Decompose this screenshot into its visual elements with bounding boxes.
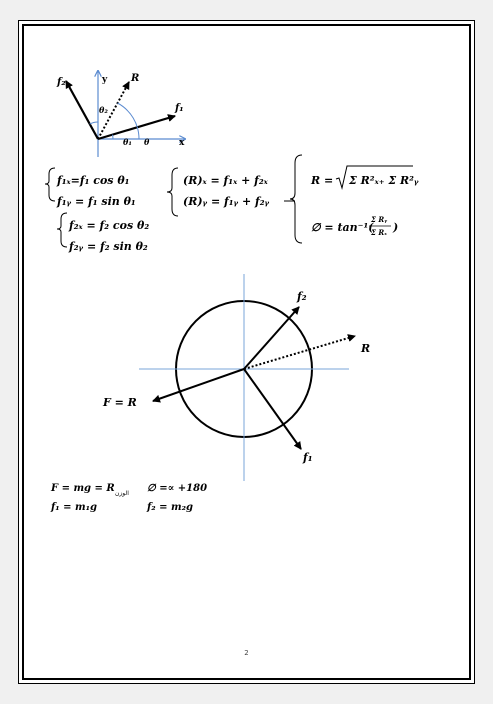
brace-magnitude bbox=[290, 155, 302, 243]
theta-arc bbox=[118, 103, 140, 139]
vector-diagram-1 bbox=[56, 71, 185, 157]
label-f1-2: f₁ bbox=[303, 451, 313, 464]
label-R-2: R bbox=[361, 342, 371, 355]
label-y: y bbox=[102, 75, 108, 85]
eq-f2x: f₂ₓ = f₂ cos θ₂ bbox=[69, 219, 150, 232]
note-f1: f₁ = m₁g bbox=[51, 502, 97, 513]
note-weight-sub: الوزن bbox=[115, 490, 129, 497]
f1-vector bbox=[98, 116, 175, 139]
eq-phi-lhs: ∅ = tan⁻¹( bbox=[311, 221, 374, 234]
resultant-vector-2 bbox=[244, 336, 355, 369]
eq-phi-close: ) bbox=[393, 221, 399, 234]
note-weight: F = mg = R bbox=[51, 483, 115, 494]
document-page bbox=[18, 20, 475, 684]
eq-Rx: (R)ₓ = f₁ₓ + f₂ₓ bbox=[183, 174, 268, 187]
theta2-arc bbox=[90, 122, 98, 124]
note-angle: ∅ =∝ +180 bbox=[147, 483, 208, 494]
eq-phi-den: Σ Rₓ bbox=[371, 228, 387, 237]
label-theta2: θ₂ bbox=[99, 105, 108, 115]
label-theta1: θ₁ bbox=[123, 137, 132, 147]
label-F-equals-R: F = R bbox=[103, 396, 137, 409]
eq-Ry: (R)ᵧ = f₁ᵧ + f₂ᵧ bbox=[183, 195, 270, 208]
eq-R-lhs: R = bbox=[311, 174, 334, 187]
brace-f2 bbox=[57, 213, 67, 247]
label-x: x bbox=[179, 138, 185, 148]
eq-R-radicand: Σ R²ₓ₊ Σ R²ᵧ bbox=[349, 174, 419, 187]
theta1-arc bbox=[112, 135, 113, 139]
component-equations bbox=[45, 168, 149, 253]
note-f2: f₂ = m₂g bbox=[147, 502, 193, 513]
force-table-diagram bbox=[102, 274, 370, 481]
f2-vector-2 bbox=[244, 307, 299, 369]
eq-phi-num: Σ Rᵧ bbox=[371, 215, 388, 224]
label-f2-2: f₂ bbox=[297, 290, 307, 303]
label-f2: f₂ bbox=[57, 77, 66, 88]
resultant-equations bbox=[167, 155, 419, 243]
eq-f1y: f₁ᵧ = f₁ sin θ₁ bbox=[57, 195, 136, 208]
page-drawing bbox=[19, 21, 474, 683]
eq-f2y: f₂ᵧ = f₂ sin θ₂ bbox=[69, 240, 148, 253]
label-theta: θ bbox=[144, 137, 150, 147]
equilibrant-vector bbox=[153, 369, 244, 401]
brace-resultant bbox=[167, 168, 178, 216]
brace-f1 bbox=[45, 168, 55, 201]
notes bbox=[50, 483, 207, 513]
f2-vector bbox=[66, 81, 98, 139]
label-R: R bbox=[131, 73, 140, 84]
label-f1: f₁ bbox=[175, 103, 184, 114]
eq-f1x: f₁ₓ=f₁ cos θ₁ bbox=[57, 174, 130, 187]
page-number: 2 bbox=[244, 649, 249, 657]
